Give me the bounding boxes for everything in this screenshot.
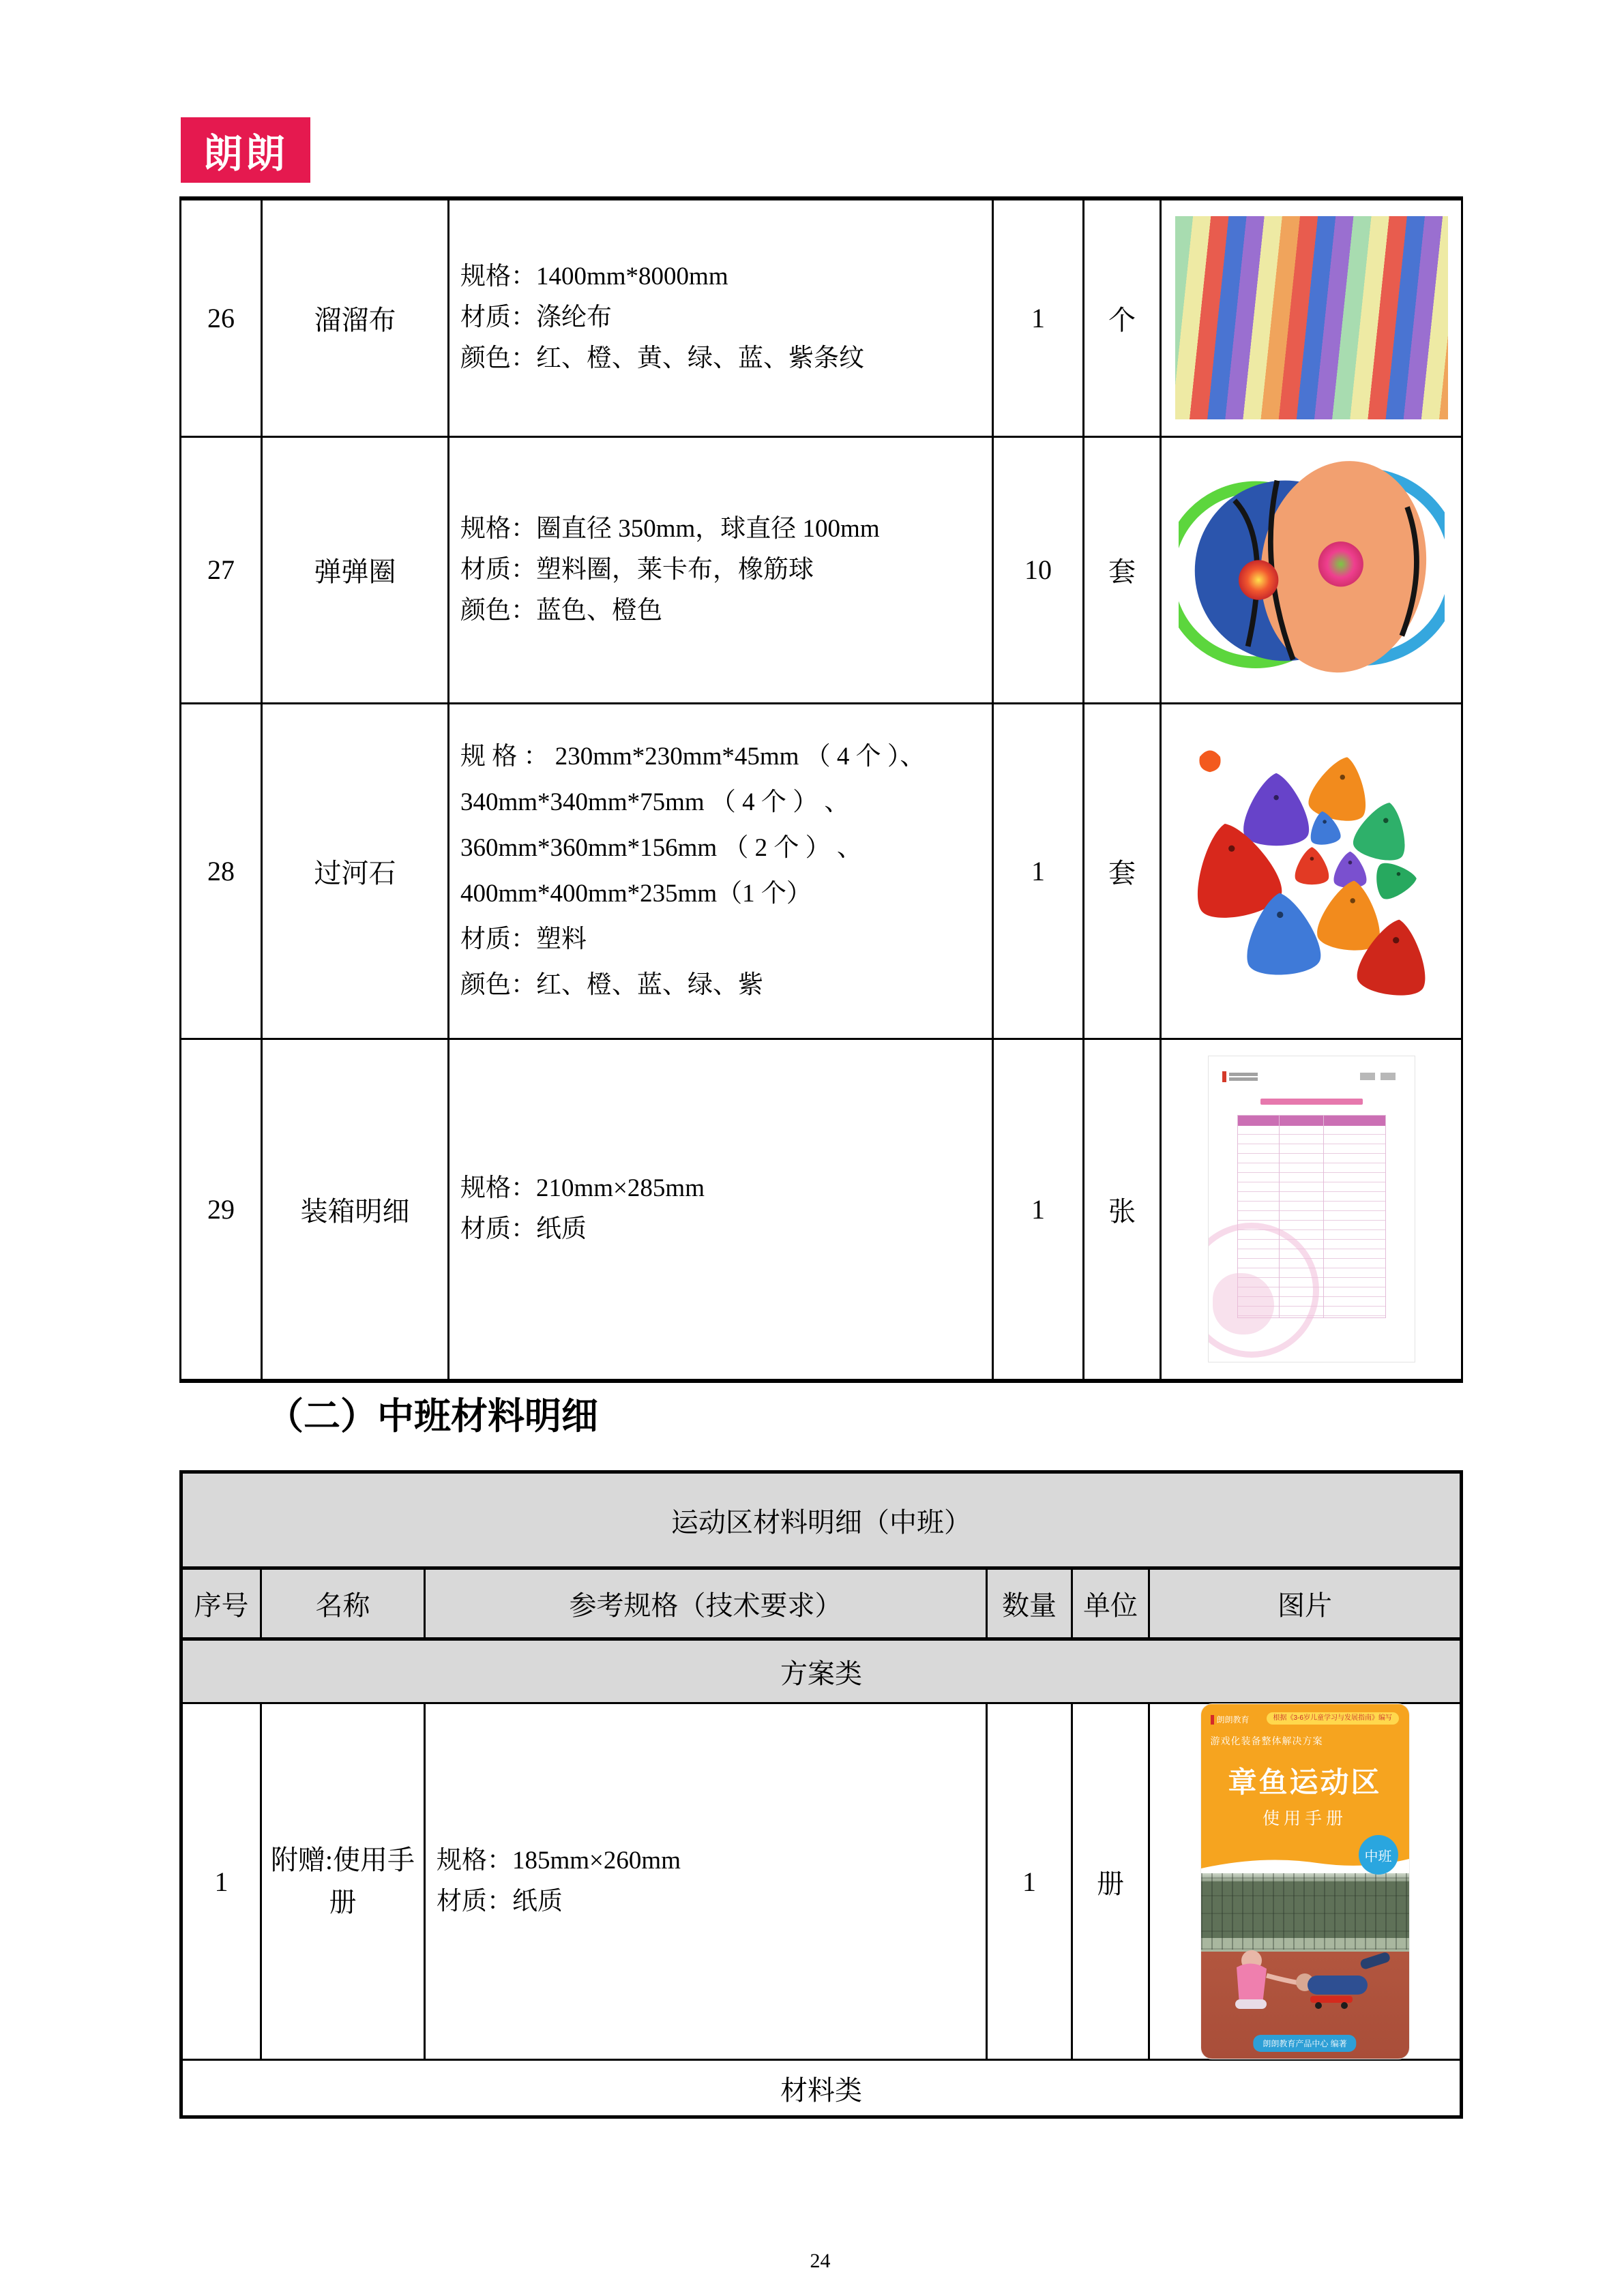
brand-mark bbox=[1211, 1715, 1214, 1725]
brand-name: 朗朗教育 bbox=[1216, 1715, 1250, 1725]
materials-table-middle-class bbox=[179, 1470, 1463, 2119]
section-label: 方案类 bbox=[181, 1639, 1462, 1703]
spec-line: 规 格 ： 230mm*230mm*45mm （ 4 个 ）、 bbox=[460, 743, 926, 771]
item-specs bbox=[449, 703, 993, 1039]
col-header-no: 序号 bbox=[181, 1568, 261, 1639]
item-unit: 册 bbox=[1072, 1703, 1149, 2060]
col-header-image: 图片 bbox=[1149, 1568, 1462, 1639]
item-name: 溜溜布 bbox=[262, 198, 449, 436]
item-name: 装箱明细 bbox=[262, 1039, 449, 1381]
cover-footer: 朗朗教育产品中心 编著 bbox=[1253, 2035, 1356, 2052]
page-number: 24 bbox=[810, 2250, 831, 2272]
cover-brand bbox=[1211, 1714, 1250, 1725]
item-qty: 1 bbox=[993, 703, 1084, 1039]
langlang-logo bbox=[181, 117, 310, 183]
row-number: 26 bbox=[181, 198, 262, 436]
item-unit: 个 bbox=[1084, 198, 1161, 436]
row-number: 27 bbox=[181, 436, 262, 703]
children-playing-illustration bbox=[1201, 1873, 1409, 2059]
spec-line: 规格：185mm×260mm bbox=[437, 1847, 681, 1875]
spec-line: 颜色：红、橙、蓝、绿、紫 bbox=[460, 971, 763, 999]
col-header-unit: 单位 bbox=[1072, 1568, 1149, 1639]
item-specs bbox=[449, 436, 993, 703]
spec-line: 材质：涤纶布 bbox=[460, 303, 612, 332]
col-header-name: 名称 bbox=[261, 1568, 425, 1639]
row-number: 29 bbox=[181, 1039, 262, 1381]
item-image-cell bbox=[1149, 1703, 1462, 2060]
spec-line: 材质：纸质 bbox=[437, 1888, 563, 1915]
doc-table-header bbox=[1238, 1116, 1385, 1126]
doc-table-divider bbox=[1323, 1116, 1324, 1317]
item-qty: 1 bbox=[987, 1703, 1072, 2060]
section-row-material bbox=[181, 2060, 1462, 2117]
item-qty: 1 bbox=[993, 1039, 1084, 1381]
row-number: 28 bbox=[181, 703, 262, 1039]
item-image-cell bbox=[1161, 436, 1462, 703]
table-title-row bbox=[181, 1472, 1462, 1568]
item-image-cell bbox=[1161, 703, 1462, 1039]
table-header-row bbox=[181, 1568, 1462, 1639]
spec-line: 颜色：蓝色、橙色 bbox=[460, 596, 662, 625]
spec-line: 颜色：红、橙、黄、绿、蓝、紫条纹 bbox=[460, 344, 864, 373]
item-unit: 套 bbox=[1084, 436, 1161, 703]
item-unit: 套 bbox=[1084, 703, 1161, 1039]
spec-line: 材质：塑料圈，莱卡布，橡筋球 bbox=[460, 555, 814, 584]
item-specs bbox=[425, 1703, 987, 2060]
table-row bbox=[181, 436, 1462, 703]
rainbow-fabric-photo bbox=[1175, 216, 1448, 419]
col-header-spec: 参考规格（技术要求） bbox=[425, 1568, 987, 1639]
cover-tagline: 游戏化装备整体解决方案 bbox=[1210, 1735, 1323, 1746]
item-qty: 10 bbox=[993, 436, 1084, 703]
table-row bbox=[181, 703, 1462, 1039]
bounce-ring-paddles-photo bbox=[1179, 447, 1445, 693]
page-content bbox=[179, 0, 1461, 2273]
spec-line: 材质：塑料 bbox=[460, 925, 587, 953]
spec-line: 材质：纸质 bbox=[460, 1215, 587, 1244]
doc-watermark-blob bbox=[1213, 1273, 1274, 1335]
brand-mark bbox=[1199, 750, 1220, 772]
item-image-cell bbox=[1161, 198, 1462, 436]
cover-photo bbox=[1201, 1873, 1409, 2059]
item-specs bbox=[449, 198, 993, 436]
cover-subtitle: 使用手册 bbox=[1263, 1809, 1348, 1828]
col-header-qty: 数量 bbox=[987, 1568, 1072, 1639]
doc-logo-mark bbox=[1222, 1071, 1226, 1082]
table-row bbox=[181, 198, 1462, 436]
item-name: 弹弹圈 bbox=[262, 436, 449, 703]
item-qty: 1 bbox=[993, 198, 1084, 436]
spec-line: 400mm*400mm*235mm（1 个） bbox=[460, 880, 812, 908]
stepping-stones-photo bbox=[1162, 721, 1461, 1021]
item-image-cell bbox=[1161, 1039, 1462, 1381]
section-heading: （二）中班材料明细 bbox=[267, 1396, 598, 1437]
section-row-plan bbox=[181, 1639, 1462, 1703]
cover-title: 章鱼运动区 bbox=[1228, 1766, 1382, 1798]
row-number: 1 bbox=[181, 1703, 261, 2060]
doc-logo-text-block bbox=[1229, 1073, 1258, 1081]
spec-line: 360mm*360mm*156mm （ 2 个 ） 、 bbox=[460, 834, 862, 862]
packing-list-photo bbox=[1208, 1056, 1415, 1362]
doc-title-bar bbox=[1260, 1099, 1363, 1105]
langlang-logo-text: 朗朗 bbox=[203, 132, 288, 176]
spec-line: 规格：1400mm*8000mm bbox=[460, 263, 728, 291]
doc-header-block bbox=[1360, 1073, 1375, 1080]
table-row bbox=[181, 1039, 1462, 1381]
spec-line: 规格：210mm×285mm bbox=[460, 1174, 705, 1203]
item-specs bbox=[449, 1039, 993, 1381]
item-name: 附赠:使用手册 bbox=[261, 1703, 425, 2060]
table-title: 运动区材料明细（中班） bbox=[181, 1472, 1462, 1568]
spec-line: 340mm*340mm*75mm （ 4 个 ） 、 bbox=[460, 788, 850, 816]
item-unit: 张 bbox=[1084, 1039, 1161, 1381]
item-name: 过河石 bbox=[262, 703, 449, 1039]
octopus-manual-cover-photo bbox=[1201, 1704, 1409, 2059]
doc-header-block bbox=[1381, 1073, 1396, 1080]
cover-guideline-badge: 根据《3-6岁儿童学习与发展指南》编写 bbox=[1267, 1712, 1399, 1725]
section-label: 材料类 bbox=[181, 2060, 1462, 2117]
cover-level-badge: 中班 bbox=[1359, 1835, 1398, 1875]
table-row bbox=[181, 1703, 1462, 2060]
spec-line: 规格：圈直径 350mm，球直径 100mm bbox=[460, 514, 880, 543]
materials-table-continued bbox=[179, 196, 1463, 1383]
